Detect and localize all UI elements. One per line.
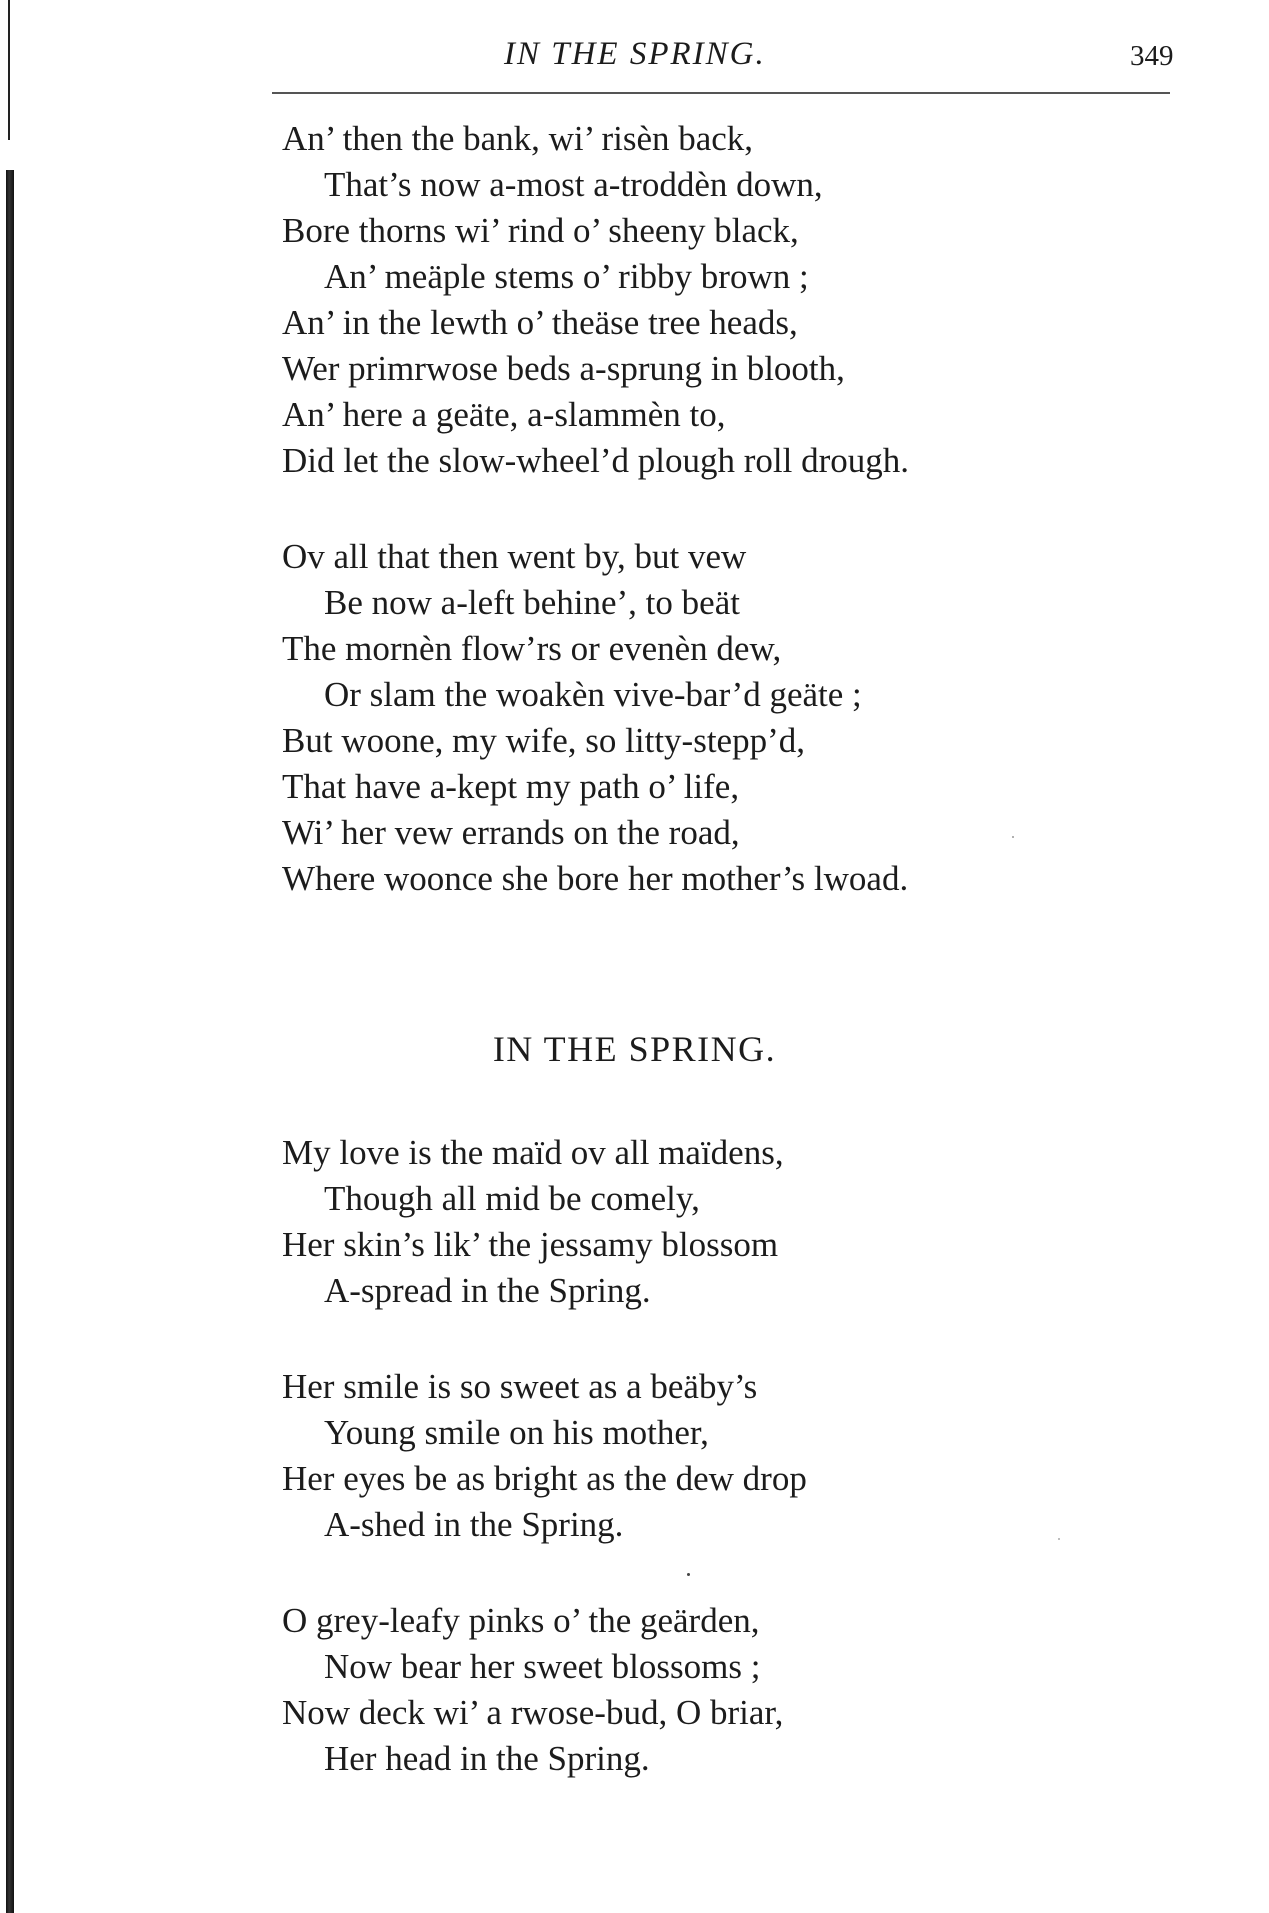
stanza [282, 1130, 1182, 1314]
verse-line: Or slam the woakèn vive-bar’d geäte ; [324, 675, 862, 714]
continued-poem [282, 116, 1182, 952]
verse-line: A-spread in the Spring. [324, 1271, 651, 1310]
verse-line: That’s now a-most a-troddèn down, [324, 165, 823, 204]
running-title: IN THE SPRING. [504, 36, 766, 72]
verse-line: Did let the slow-wheel’d plough roll drough. [282, 441, 909, 480]
stanza [282, 1364, 1182, 1548]
verse-line: Where woonce she bore her mother’s lwoad. [282, 859, 909, 898]
verse-line: My love is the maïd ov all maïdens, [282, 1133, 784, 1172]
print-speck [687, 1573, 690, 1576]
verse-line: Ov all that then went by, but vew [282, 537, 747, 576]
verse-line: Her skin’s lik’ the jessamy blossom [282, 1225, 779, 1264]
verse-line: Her smile is so sweet as a beäby’s [282, 1367, 758, 1406]
verse-line: Wi’ her vew errands on the road, [282, 813, 740, 852]
stanza [282, 1598, 1182, 1782]
header-rule [272, 92, 1170, 94]
verse-line: But woone, my wife, so litty-stepp’d, [282, 721, 806, 760]
poem-title: IN THE SPRING. [492, 1029, 777, 1069]
verse-line: Though all mid be comely, [324, 1179, 700, 1218]
print-speck [1058, 1538, 1060, 1540]
verse-line: Wer primrwose beds a-sprung in blooth, [282, 349, 845, 388]
stanza [282, 116, 1182, 484]
new-poem [282, 1130, 1182, 1832]
running-head [270, 36, 1174, 80]
verse-line: An’ then the bank, wi’ risèn back, [282, 119, 754, 158]
binding-edge [0, 0, 26, 1913]
verse-line: That have a-kept my path o’ life, [282, 767, 740, 806]
print-speck [1012, 836, 1014, 838]
verse-line: Now deck wi’ a rwose-bud, O briar, [282, 1693, 784, 1732]
verse-line: Her eyes be as bright as the dew drop [282, 1459, 807, 1498]
verse-line: A-shed in the Spring. [324, 1505, 624, 1544]
verse-line: O grey-leafy pinks o’ the geärden, [282, 1601, 760, 1640]
page-number: 349 [1130, 40, 1174, 72]
verse-line: Now bear her sweet blossoms ; [324, 1647, 761, 1686]
verse-line: An’ in the lewth o’ theäse tree heads, [282, 303, 798, 342]
binding-line-thin [8, 0, 10, 140]
verse-line: An’ meäple stems o’ ribby brown ; [324, 257, 809, 296]
verse-line: Be now a-left behine’, to beät [324, 583, 740, 622]
verse-line: The mornèn flow’rs or evenèn dew, [282, 629, 782, 668]
verse-line: Her head in the Spring. [324, 1739, 650, 1778]
verse-line: An’ here a geäte, a-slammèn to, [282, 395, 726, 434]
verse-line: Young smile on his mother, [324, 1413, 709, 1452]
stanza [282, 534, 1182, 902]
verse-line: Bore thorns wi’ rind o’ sheeny black, [282, 211, 799, 250]
